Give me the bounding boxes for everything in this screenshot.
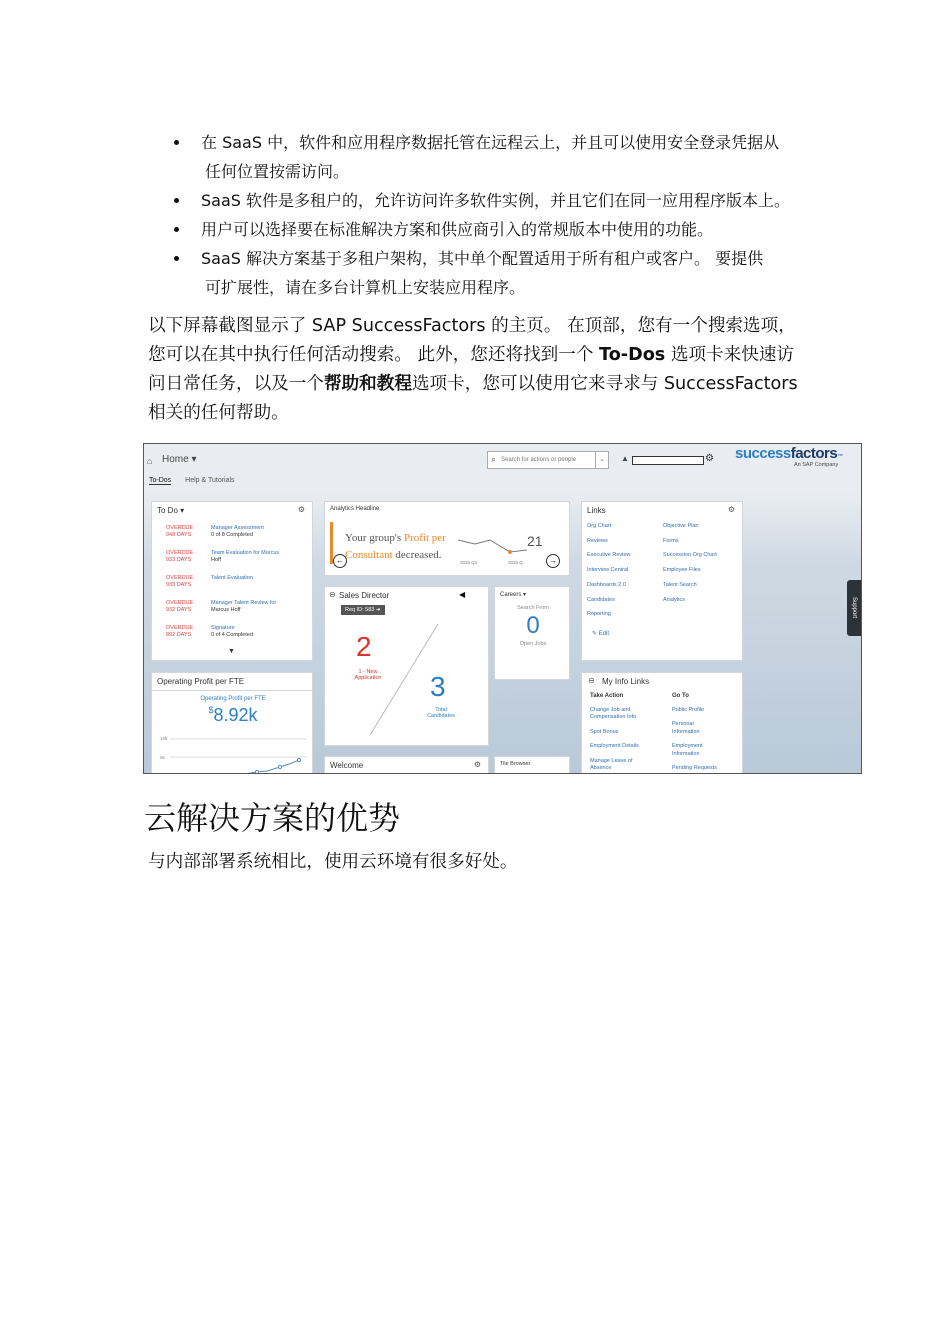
analytics-value: 21 <box>527 533 543 549</box>
take-action-header: Take Action <box>590 693 624 699</box>
info-link[interactable]: Information <box>672 750 700 757</box>
new-applications-count[interactable]: 2 <box>356 631 372 662</box>
sales-director-title: Sales Director <box>339 591 390 600</box>
info-link[interactable]: Employment <box>672 743 703 750</box>
link-item[interactable]: Dashboards 2.0 <box>587 581 626 588</box>
logo-subtitle: An SAP Company <box>794 462 839 468</box>
divider-line <box>325 587 490 747</box>
search-input[interactable]: ⌕ Search for actions or people ⌄ <box>487 451 609 469</box>
bullet-item: SaaS 软件是多租户的，允许访问许多软件实例，并且它们在同一应用程序版本上。 <box>174 186 824 215</box>
analytics-title: Analytics Headline <box>330 506 380 512</box>
links-left-column <box>587 519 630 622</box>
arrow-left-icon[interactable]: ← <box>333 554 347 568</box>
successfactors-screenshot <box>143 443 862 774</box>
info-link[interactable]: Absence <box>590 765 612 772</box>
careers-search-from: Search From <box>517 605 549 611</box>
links-tile <box>581 501 743 661</box>
info-link[interactable]: Manage Leave of <box>590 757 633 764</box>
tile-browser-title[interactable]: Tile Browser <box>500 761 531 767</box>
open-jobs-count[interactable]: 0 <box>526 612 540 639</box>
my-info-links-title: My Info Links <box>602 677 650 686</box>
info-link[interactable]: Employment Details <box>590 743 639 750</box>
home-menu[interactable]: Home ▾ <box>162 454 197 465</box>
gear-icon[interactable]: ⚙ <box>473 760 481 769</box>
link-item[interactable]: Forms <box>663 537 679 544</box>
operating-profit-subtitle: Operating Profit per FTE <box>200 696 266 702</box>
operating-profit-tile <box>151 672 313 774</box>
gear-icon[interactable]: ⚙ <box>297 505 305 514</box>
link-item[interactable]: Talent Search <box>663 581 697 588</box>
go-to-header: Go To <box>672 693 689 699</box>
tab-todos[interactable]: To-Dos <box>149 477 172 484</box>
support-tab[interactable]: Support <box>847 580 861 636</box>
info-link[interactable]: Information <box>672 728 700 735</box>
operating-profit-value: $8.92k <box>208 705 258 725</box>
operating-profit-chart <box>152 673 314 774</box>
link-item[interactable]: Reporting <box>587 611 611 618</box>
todo-title[interactable]: To Do ▾ <box>157 506 185 515</box>
y-axis-label: 5k <box>160 755 165 760</box>
analytics-period: 2016 Q <box>508 560 523 565</box>
bullet-item: 在 SaaS 中，软件和应用程序数据托管在远程云上，并且可以使用安全登录凭据从 任何位置按需访问。 <box>174 128 824 186</box>
bullet-item: 用户可以选择要在标准解决方案和供应商引入的常规版本中使用的功能。 <box>174 215 824 244</box>
logo: successfactors™ <box>735 445 843 462</box>
link-item[interactable]: Analytics <box>663 596 686 603</box>
links-title: Links <box>587 506 606 515</box>
take-action-column <box>590 707 639 772</box>
info-link[interactable]: Pending Requests <box>672 765 717 772</box>
tab-help[interactable]: Help & Tutorials <box>185 477 235 484</box>
chevron-down-icon[interactable]: ⌄ <box>595 452 608 468</box>
go-to-column <box>672 707 717 772</box>
careers-title[interactable]: Careers ▾ <box>500 592 527 598</box>
home-icon: ⌂ <box>147 456 153 466</box>
welcome-tile <box>324 756 489 774</box>
tile-browser-tile <box>494 756 570 774</box>
arrow-right-icon[interactable]: → <box>546 554 560 568</box>
intro-paragraph: 以下屏幕截图显示了 SAP SuccessFactors 的主页。 在顶部，您有一个搜索选项，您可以在其中执行任何活动搜索。 此外，您还将找到一个 To-Dos 选项卡来快速访问日常任务，以及一个帮助和教程选项卡，您可以使用它来寻求与 SuccessFactors 相关的任何帮助。 <box>148 316 798 423</box>
link-item[interactable]: Reviews <box>587 537 608 544</box>
operating-profit-title: Operating Profit per FTE <box>157 677 245 686</box>
section-heading: 云解决方案的优势 <box>144 799 401 837</box>
sales-director-tile <box>324 586 489 746</box>
info-link[interactable]: Spot Bonus <box>590 728 619 735</box>
tab-bar <box>149 477 247 484</box>
link-item[interactable]: Succession Org Chart <box>663 552 717 559</box>
link-item[interactable]: Candidates <box>587 596 615 603</box>
analytics-headline: Your group's Profit per Consultant decreased. <box>345 532 446 561</box>
chevron-down-icon[interactable]: ▼ <box>228 648 235 655</box>
info-link[interactable]: Change Job and <box>590 707 631 713</box>
analytics-tile <box>324 501 570 576</box>
todo-tile: To Do ▾ ⚙ OVERDUE 948 DAYS Manager Assessment 0 of 8 Completed OVERDUE 933 DAYS Team Evaluation for Marcus Hoff OVERDUE 933 DAYS Talent Evaluation OVERDUE 932 DAYS Manager Talent Review for Marcus Hoff OVERDUE 892 DAYS Signature 0 of 4 Completed ▼ <box>151 501 313 661</box>
bullet-item: SaaS 解决方案基于多租户架构，其中单个配置适用于所有租户或客户。 要提供 可扩展性，请在多台计算机上安装应用程序。 <box>174 244 824 302</box>
total-candidates-count[interactable]: 3 <box>430 671 446 702</box>
gear-icon[interactable]: ⚙ <box>727 505 735 514</box>
bell-icon[interactable]: ▲ <box>621 454 629 463</box>
total-candidates-label: Total Candidates <box>427 707 455 719</box>
settings-icon[interactable]: ⚙ <box>705 453 714 464</box>
edit-link[interactable]: ✎ Edit <box>592 631 610 637</box>
info-link[interactable]: Public Profile <box>672 707 705 713</box>
link-item[interactable]: Objective Plan <box>663 523 699 529</box>
back-icon[interactable]: ⊖ <box>329 590 336 599</box>
link-item[interactable]: Org Chart <box>587 523 612 529</box>
open-jobs-label: Open Jobs <box>519 641 547 647</box>
search-icon: ⌕ <box>491 454 497 464</box>
bullet-list <box>174 128 824 302</box>
analytics-sparkline <box>455 530 535 560</box>
link-item[interactable]: Interview Central <box>587 567 629 574</box>
my-info-links-tile <box>581 672 743 774</box>
info-link[interactable]: Personal <box>672 721 694 728</box>
chevron-left-icon[interactable]: ◀ <box>459 590 466 599</box>
y-axis-label: 10k <box>160 736 168 741</box>
link-item[interactable]: Employee Files <box>663 567 701 574</box>
req-id-badge[interactable]: Req ID: 583 ➜ <box>341 605 385 615</box>
back-icon[interactable]: ⊖ <box>588 676 595 685</box>
top-bar <box>144 444 861 492</box>
analytics-period: 2016 Q1 <box>460 560 478 565</box>
new-applications-label: 1 - New Application <box>354 669 382 681</box>
welcome-title: Welcome <box>330 761 364 770</box>
progress-field <box>632 456 704 465</box>
careers-tile <box>494 586 570 680</box>
section-paragraph: 与内部部署系统相比，使用云环境有很多好处。 <box>148 852 518 872</box>
link-item[interactable]: Executive Review <box>587 552 631 559</box>
info-link[interactable]: Compensation Info <box>590 714 637 721</box>
links-right-column <box>663 519 717 607</box>
